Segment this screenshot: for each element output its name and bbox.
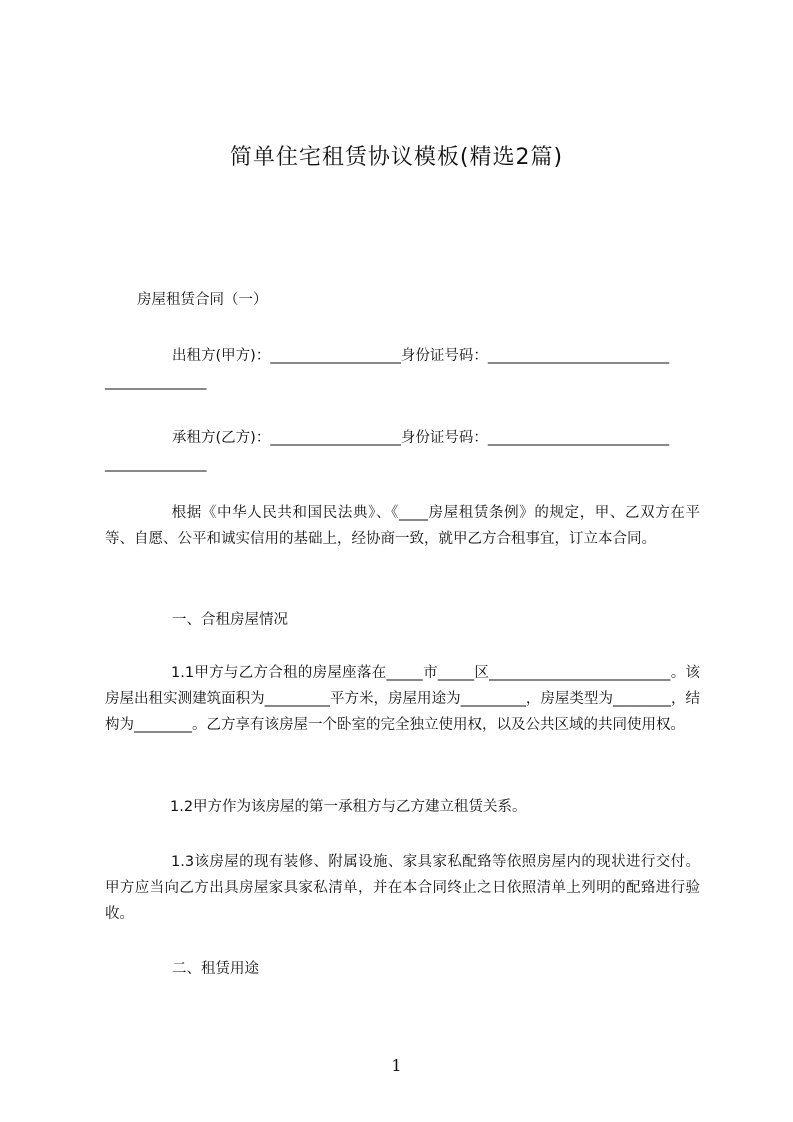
clause-1-3	[105, 849, 700, 927]
clause-1-1-text: 1.1甲方与乙方合租的房屋座落在_____市_____区_________________________。该房屋出租实测建筑面积为_________平方米，房屋用途为_________，房屋类型为________，结构为________。乙方享有该房屋一个卧室的完全独立使用权，以及公共区域的共同使用权。	[105, 665, 700, 733]
intro-text: 根据《中华人民共和国民法典》、《____房屋租赁条例》的规定，甲、乙双方在平等、自愿、公平和诚实信用的基础上，经协商一致，就甲乙方合租事宜，订立本合同。	[105, 505, 700, 547]
lessee-line-continuation: ______________	[105, 456, 207, 472]
clause-1-3-text: 1.3该房屋的现有装修、附属设施、家具家私配臵等依照房屋内的现状进行交付。甲方应当向乙方出具房屋家具家私清单，并在本合同终止之日依照清单上列明的配臵进行验收。	[105, 854, 700, 922]
clause-1-1	[105, 660, 700, 738]
clause-1-2: 1.2甲方作为该房屋的第一承租方与乙方建立租赁关系。	[170, 799, 527, 815]
heading-2: 二、租赁用途	[172, 961, 259, 977]
page-number: 1	[391, 1056, 402, 1075]
lessor-line: 出租方(甲方)：__________________身份证号码：_________________________	[172, 348, 670, 364]
lessor-line-continuation: ______________	[105, 374, 207, 390]
heading-1: 一、合租房屋情况	[172, 612, 288, 628]
document-title: 简单住宅租赁协议模板(精选2篇)	[229, 145, 564, 170]
lessee-line: 承租方(乙方)：__________________身份证号码：_________________________	[172, 430, 670, 446]
section-heading: 房屋租赁合同（一）	[137, 292, 268, 308]
intro-paragraph	[105, 500, 700, 552]
